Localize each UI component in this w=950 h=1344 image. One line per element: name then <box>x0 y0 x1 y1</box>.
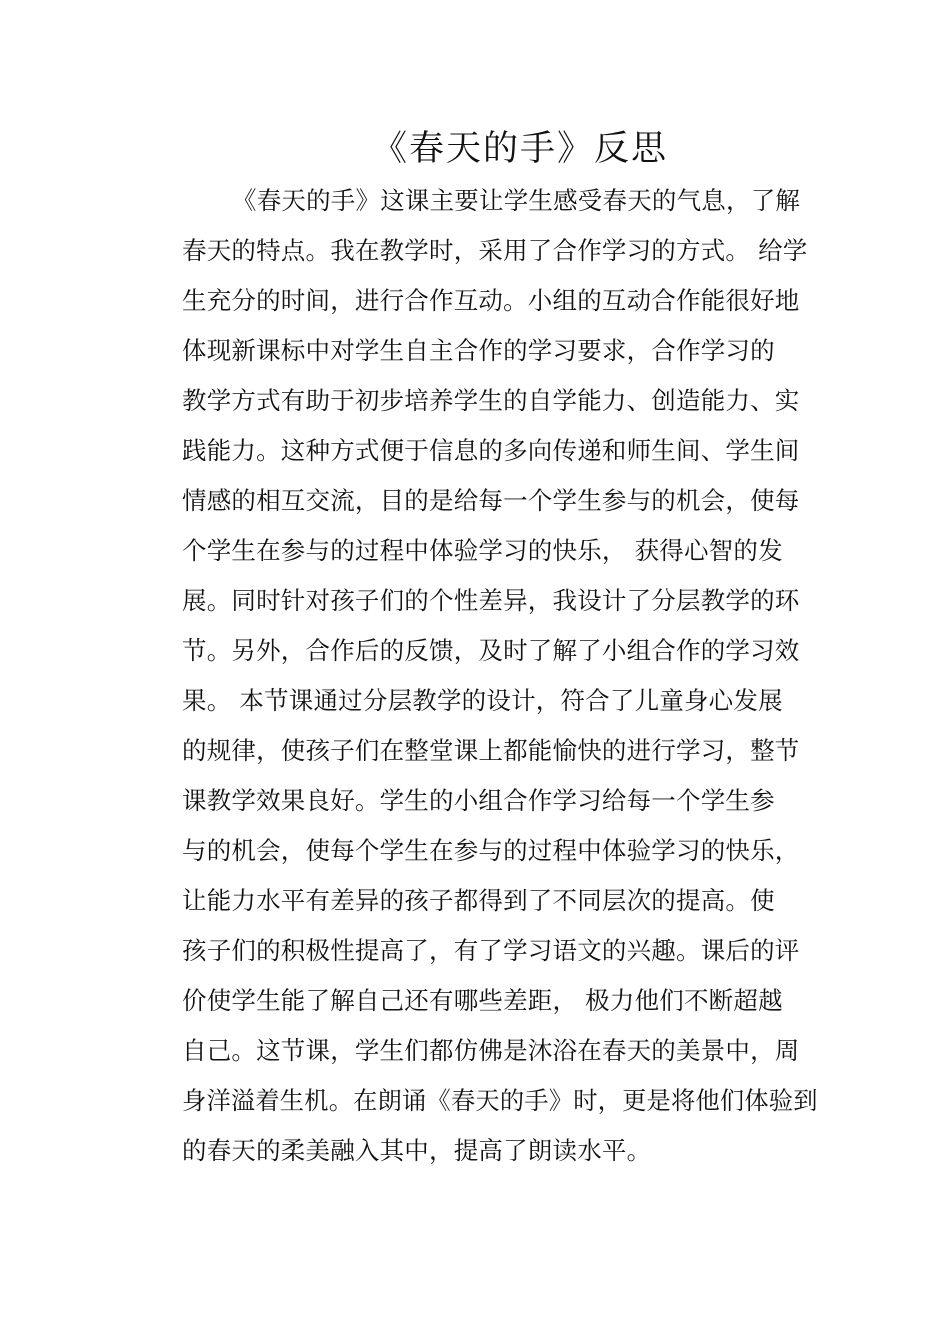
text-line: 践能力。这种方式便于信息的多向传递和师生间、学生间 <box>182 436 800 465</box>
text-line: 情感的相互交流，目的是给每一个学生参与的机会，使每 <box>182 486 800 515</box>
text-line: 个学生在参与的过程中体验学习的快乐， 获得心智的发 <box>182 536 783 565</box>
text-line: 教学方式有助于初步培养学生的自学能力、创造能力、实 <box>182 386 800 415</box>
text-line: 展。同时针对孩子们的个性差异，我设计了分层教学的环 <box>182 586 800 615</box>
text-line: 价使学生能了解自己还有哪些差距， 极力他们不断超越 <box>182 986 783 1015</box>
text-line: 节。另外，合作后的反馈，及时了解了小组合作的学习效 <box>182 636 800 665</box>
text-line: 与的机会，使每个学生在参与的过程中体验学习的快乐， <box>182 836 800 865</box>
text-line: 春天的特点。我在教学时，采用了合作学习的方式。 给学 <box>182 236 808 265</box>
text-line: 的规律，使孩子们在整堂课上都能愉快的进行学习，整节 <box>182 736 800 765</box>
text-line: 自己。这节课，学生们都仿佛是沐浴在春天的美景中，周 <box>182 1036 800 1065</box>
body-paragraph <box>182 176 822 1176</box>
page-title: 《春天的手》反思 <box>371 129 668 169</box>
text-line: 身洋溢着生机。在朗诵《春天的手》时，更是将他们体验到 <box>182 1086 818 1115</box>
text-line: 让能力水平有差异的孩子都得到了不同层次的提高。使 <box>182 886 775 915</box>
text-line: 《春天的手》这课主要让学生感受春天的气息，了解 <box>232 186 801 215</box>
text-line: 课教学效果良好。学生的小组合作学习给每一个学生参 <box>182 786 775 815</box>
text-line: 果。 本节课通过分层教学的设计，符合了儿童身心发展 <box>182 686 783 715</box>
text-line: 孩子们的积极性提高了，有了学习语文的兴趣。课后的评 <box>182 936 800 965</box>
text-line: 生充分的时间，进行合作互动。小组的互动合作能很好地 <box>182 286 800 315</box>
text-line: 体现新课标中对学生自主合作的学习要求，合作学习的 <box>182 336 775 365</box>
text-line: 的春天的柔美融入其中，提高了朗读水平。 <box>182 1136 652 1165</box>
